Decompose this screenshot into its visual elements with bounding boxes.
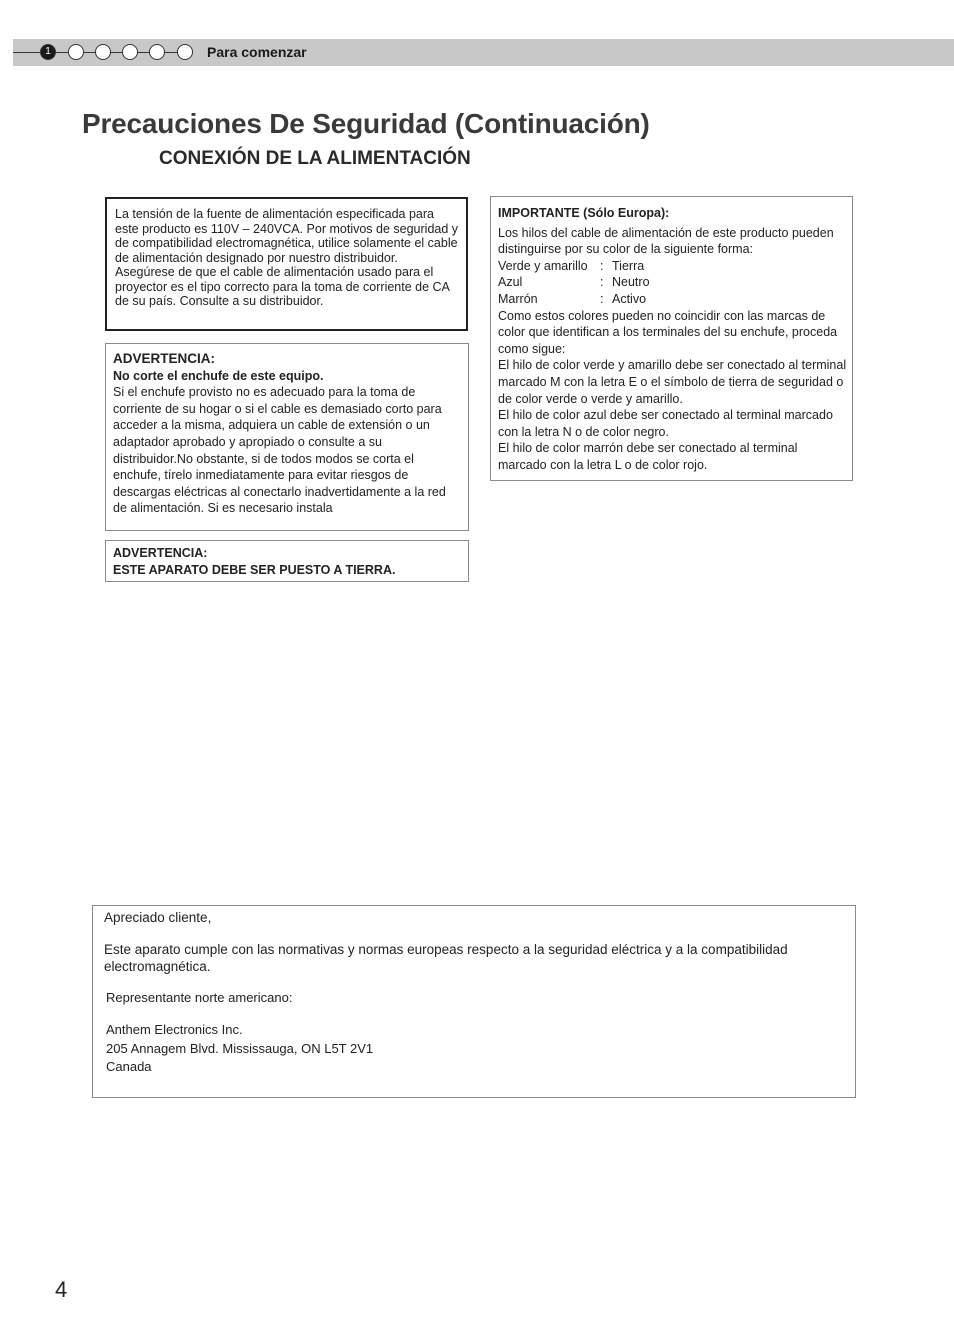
north-american-rep-label: Representante norte americano:	[106, 990, 293, 1005]
rule-green-yellow: El hilo de color verde y amarillo debe ser conectado al terminal marcado M con la letra E o el símbolo de tierra de seguridad o de color verde o verde y amarillo.	[498, 358, 847, 406]
color-row-earth	[498, 258, 848, 275]
voltage-paragraph-2: Asegúrese de que el cable de alimentación usado para el proyector es el tipo correcto para la toma de corriente de CA de su país. Consulte a su distribuidor.	[115, 265, 450, 308]
voltage-paragraph-1: La tensión de la fuente de alimentación especificada para este producto es 110V – 240VCA. Por motivos de seguridad y de compatibilidad electromagnética, utilice solamente el cable de alimentación designado por nuestro distribuidor.	[115, 207, 459, 265]
important-heading: IMPORTANTE (Sólo Europa):	[498, 206, 670, 220]
warning-ground-body: ESTE APARATO DEBE SER PUESTO A TIERRA.	[113, 563, 396, 577]
warning-ground-box	[105, 540, 469, 582]
page-number: 4	[55, 1277, 68, 1302]
step-2	[68, 44, 84, 60]
voltage-notice-box	[105, 197, 468, 331]
step-3	[95, 44, 111, 60]
customer-greeting: Apreciado cliente,	[104, 910, 212, 925]
color-role: Activo	[612, 291, 647, 306]
rep-address: 205 Annagem Blvd. Mississauga, ON L5T 2V1	[106, 1040, 374, 1056]
important-europe-box	[490, 196, 853, 481]
rep-company: Anthem Electronics Inc.	[106, 1022, 243, 1037]
section-label: Para comenzar	[207, 44, 307, 60]
rule-brown: El hilo de color marrón debe ser conectado al terminal marcado con la letra L o de color rojo.	[498, 441, 798, 472]
color-separator: :	[600, 258, 604, 273]
step-4	[122, 44, 138, 60]
step-5	[149, 44, 165, 60]
rep-country: Canada	[106, 1059, 152, 1074]
color-separator: :	[600, 291, 604, 306]
important-note: Como estos colores pueden no coincidir con las marcas de color que identifican a los terminales del su enchufe, proceda como sigue:	[498, 308, 838, 356]
color-name: Azul	[498, 275, 523, 290]
customer-notice-box	[92, 905, 856, 1098]
color-separator: :	[600, 275, 604, 290]
page-subtitle: CONEXIÓN DE LA ALIMENTACIÓN	[159, 148, 471, 169]
page-title: Precauciones De Seguridad (Continuación)	[82, 108, 650, 139]
step-1-active: 1	[40, 44, 56, 60]
step-6	[177, 44, 193, 60]
customer-compliance: Este aparato cumple con las normativas y normas europeas respecto a la seguridad eléctrica y a la compatibilidad electromagnética.	[104, 942, 788, 974]
color-role: Neutro	[612, 275, 650, 290]
warning-plug-heading: ADVERTENCIA:	[113, 351, 216, 366]
warning-plug-box	[105, 343, 469, 531]
rule-blue: El hilo de color azul debe ser conectado al terminal marcado con la letra N o de color negro.	[498, 408, 833, 439]
color-name: Verde y amarillo	[498, 258, 588, 273]
warning-plug-body: Si el enchufe provisto no es adecuado para la toma de corriente de su hogar o si el cable es demasiado corto para acceder a la misma, adquiera un cable de extensión o un adaptador aprobado y apropiado o consulte a su distribuidor.No obstante, si de todos modos se corta el enchufe, tírelo inmediatamente para evitar riesgos de descargas eléctricas al conectarlo inadvertidamente a la red de alimentación. Si es necesario instala	[113, 385, 446, 516]
warning-plug-subheading: No corte el enchufe de este equipo.	[113, 368, 324, 383]
color-row-neutral	[498, 274, 848, 291]
color-row-live	[498, 291, 848, 308]
warning-ground-heading: ADVERTENCIA:	[113, 546, 208, 560]
step-indicator	[13, 44, 203, 62]
color-role: Tierra	[612, 258, 645, 273]
important-intro: Los hilos del cable de alimentación de este producto pueden distinguirse por su color de la siguiente forma:	[498, 225, 834, 257]
color-name: Marrón	[498, 291, 538, 306]
